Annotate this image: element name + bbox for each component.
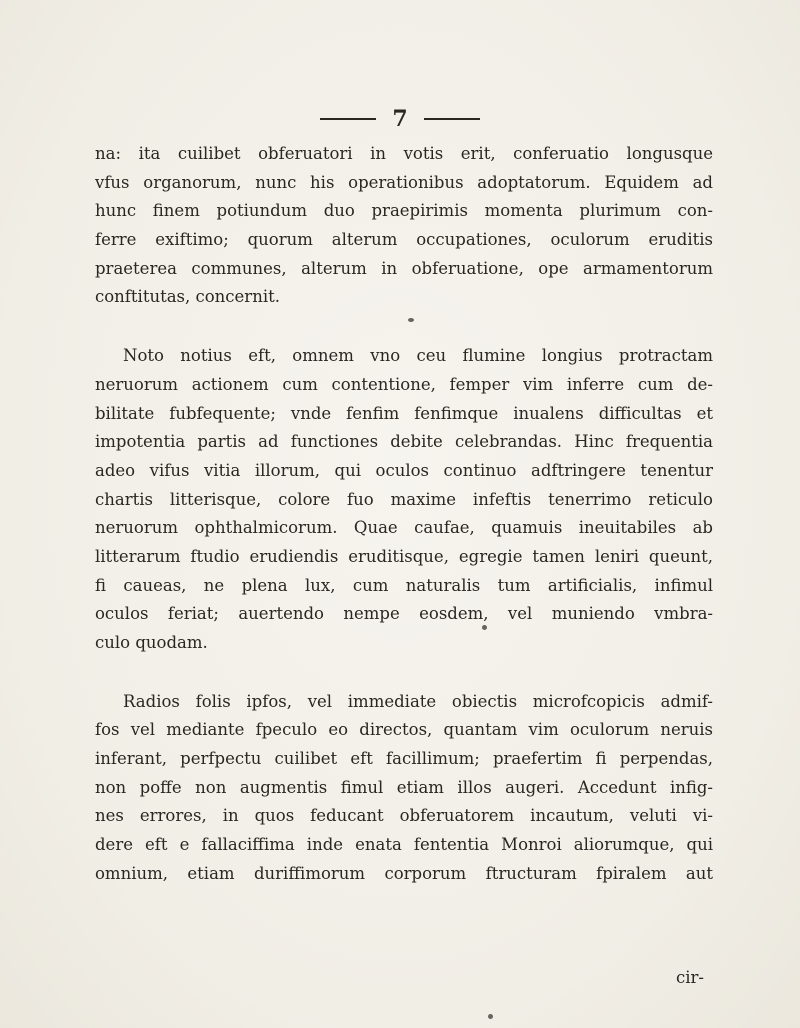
text-line: ferre exiftimo; quorum alterum occupationes, oculorum eruditis	[95, 230, 713, 250]
text-line: culo quodam.	[95, 633, 208, 652]
text-line: Noto notius eft, omnem vno ceu flumine longius protractam	[123, 346, 713, 366]
page-header	[0, 108, 800, 130]
text-line: neruorum ophthalmicorum. Quae caufae, quamuis ineuitabiles ab	[95, 518, 713, 538]
paragraph-3	[95, 688, 713, 889]
page-number: 7	[392, 106, 408, 132]
paragraph-1	[95, 140, 713, 312]
ink-speck	[488, 1014, 493, 1019]
text-line: bilitate fubfequente; vnde fenfim fenfimque inualens difficultas et	[95, 403, 713, 423]
paragraph-2	[95, 342, 713, 658]
ink-speck	[482, 625, 487, 630]
text-line: Radios folis ipfos, vel immediate obiectis microfcopicis admif-	[123, 691, 713, 711]
paragraph-gap	[95, 312, 713, 342]
text-line: non poffe non augmentis fimul etiam illos augeri. Accedunt infig-	[95, 777, 713, 797]
text-line: nes errores, in quos feducant obferuatorem incautum, veluti vi-	[95, 806, 713, 826]
text-line: inferant, perfpectu cuilibet eft facillimum; praefertim fi perpendas,	[95, 749, 713, 769]
text-line: hunc finem potiundum duo praepirimis momenta plurimum con-	[95, 201, 713, 221]
text-line: fi caueas, ne plena lux, cum naturalis tum artificialis, infimul	[95, 575, 713, 595]
catchword: cir-	[676, 968, 704, 987]
text-line: vfus organorum, nunc his operationibus adoptatorum. Equidem ad	[95, 172, 713, 192]
text-line: dere eft e fallaciffima inde enata fententia Monroi aliorumque, qui	[95, 835, 713, 855]
body-text	[95, 140, 713, 889]
text-line: fos vel mediante fpeculo eo directos, quantam vim oculorum neruis	[95, 720, 713, 740]
text-line: conftitutas, concernit.	[95, 287, 280, 307]
text-line: oculos feriat; auertendo nempe eosdem, vel muniendo vmbra-	[95, 604, 713, 624]
text-line: impotentia partis ad functiones debite celebrandas. Hinc frequentia	[95, 432, 713, 452]
text-line: na: ita cuilibet obferuatori in votis erit, conferuatio longusque	[95, 144, 713, 163]
text-line: neruorum actionem cum contentione, femper vim inferre cum de-	[95, 374, 713, 394]
paragraph-gap	[95, 658, 713, 688]
header-rule-left	[320, 118, 376, 120]
ink-speck	[408, 318, 414, 322]
text-line: chartis litterisque, colore fuo maxime infeftis tenerrimo reticulo	[95, 489, 713, 509]
header-rule-right	[424, 118, 480, 120]
text-line: praeterea communes, alterum in obferuatione, ope armamentorum	[95, 258, 713, 278]
text-line: omnium, etiam duriffimorum corporum ftructuram fpiralem aut	[95, 863, 713, 883]
text-line: litterarum ftudio erudiendis eruditisque, egregie tamen leniri queunt,	[95, 546, 713, 566]
text-line: adeo vifus vitia illorum, qui oculos continuo adftringere tenentur	[95, 460, 713, 480]
